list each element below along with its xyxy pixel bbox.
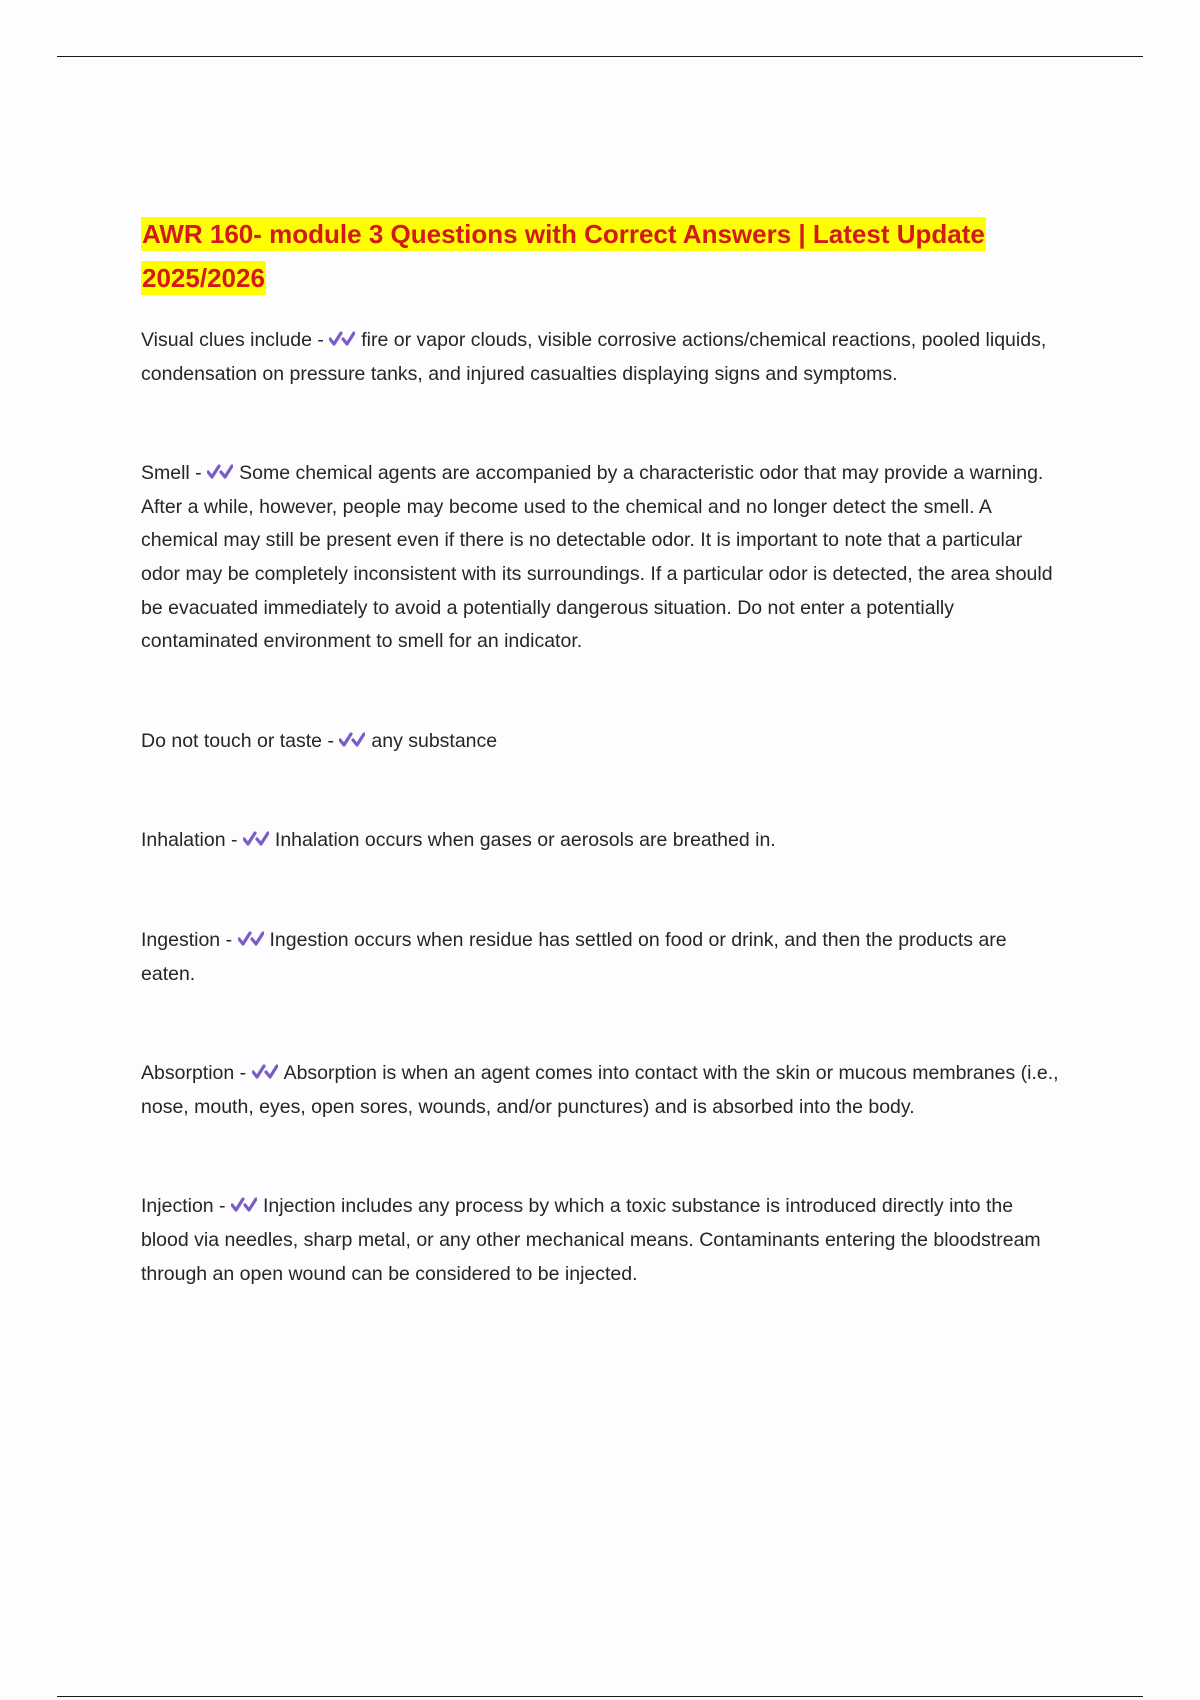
double-check-icon: [252, 1062, 278, 1082]
qa-item-absorption: [141, 1057, 1061, 1124]
double-check-icon: [231, 1195, 257, 1215]
qa-separator: -: [220, 928, 238, 951]
qa-separator: -: [213, 1195, 231, 1218]
qa-term: Inhalation: [141, 829, 226, 852]
qa-term: Do not touch or taste: [141, 729, 323, 752]
qa-separator: -: [311, 329, 330, 351]
qa-answer: any substance: [371, 729, 498, 752]
qa-separator: -: [234, 1062, 252, 1085]
qa-answer: Inhalation occurs when gases or aerosols are breathed in.: [274, 829, 776, 852]
qa-term: Visual clues include: [141, 329, 312, 351]
qa-separator: -: [189, 462, 208, 485]
qa-item-inhalation: [141, 824, 1061, 858]
qa-item-do-not-touch: [141, 725, 1061, 759]
qa-item-visual-clues: [141, 324, 1061, 391]
qa-answer: fire or vapor clouds, visible corrosive actions/chemical reactions, pooled liquids, condensation on pressure tanks, and injured casualties displaying signs and symptoms.: [141, 329, 1047, 385]
qa-answer: Ingestion occurs when residue has settled on food or drink, and then the products are eaten.: [141, 928, 1007, 985]
qa-term: Ingestion: [141, 928, 221, 951]
qa-term: Absorption: [141, 1062, 235, 1085]
qa-answer: Absorption is when an agent comes into contact with the skin or mucous membranes (i.e., nose, mouth, eyes, open sores, wounds, and/or punctures) and is absorbed into the body.: [141, 1062, 1059, 1118]
bottom-rule: [57, 1696, 1143, 1697]
qa-separator: -: [225, 829, 243, 852]
qa-item-injection: [141, 1190, 1061, 1291]
document-title-text: AWR 160- module 3 Questions with Correct Answers | Latest Update 2025/2026: [142, 219, 985, 293]
qa-term: Smell: [141, 462, 190, 485]
double-check-icon: [329, 329, 355, 349]
qa-item-smell: [141, 457, 1061, 659]
qa-answer: Some chemical agents are accompanied by a characteristic odor that may provide a warning. After a while, however, people may become used to the chemical and no longer detect the smell. A chemical may still be present even if there is no detectable odor. It is important to note that a particular odor may be completely inconsistent with its surroundings. If a particular odor is detected, the area should be evacuated immediately to avoid a potentially dangerous situation. Do not enter a potentially contaminated environment to smell for an indicator.: [141, 462, 1053, 653]
qa-separator: -: [322, 729, 340, 752]
double-check-icon: [207, 462, 233, 482]
double-check-icon: [238, 929, 264, 949]
qa-answer: Injection includes any process by which a toxic substance is introduced directly into the blood via needles, sharp metal, or any other mechanical means. Contaminants entering the bloodstream through an open wound can be considered to be injected.: [141, 1195, 1041, 1285]
double-check-icon: [243, 829, 269, 849]
qa-item-ingestion: [141, 924, 1061, 991]
document-title: [141, 212, 1061, 300]
qa-term: Injection: [141, 1195, 214, 1218]
top-rule: [57, 56, 1143, 57]
document-body: [141, 212, 1061, 1291]
double-check-icon: [339, 730, 365, 750]
